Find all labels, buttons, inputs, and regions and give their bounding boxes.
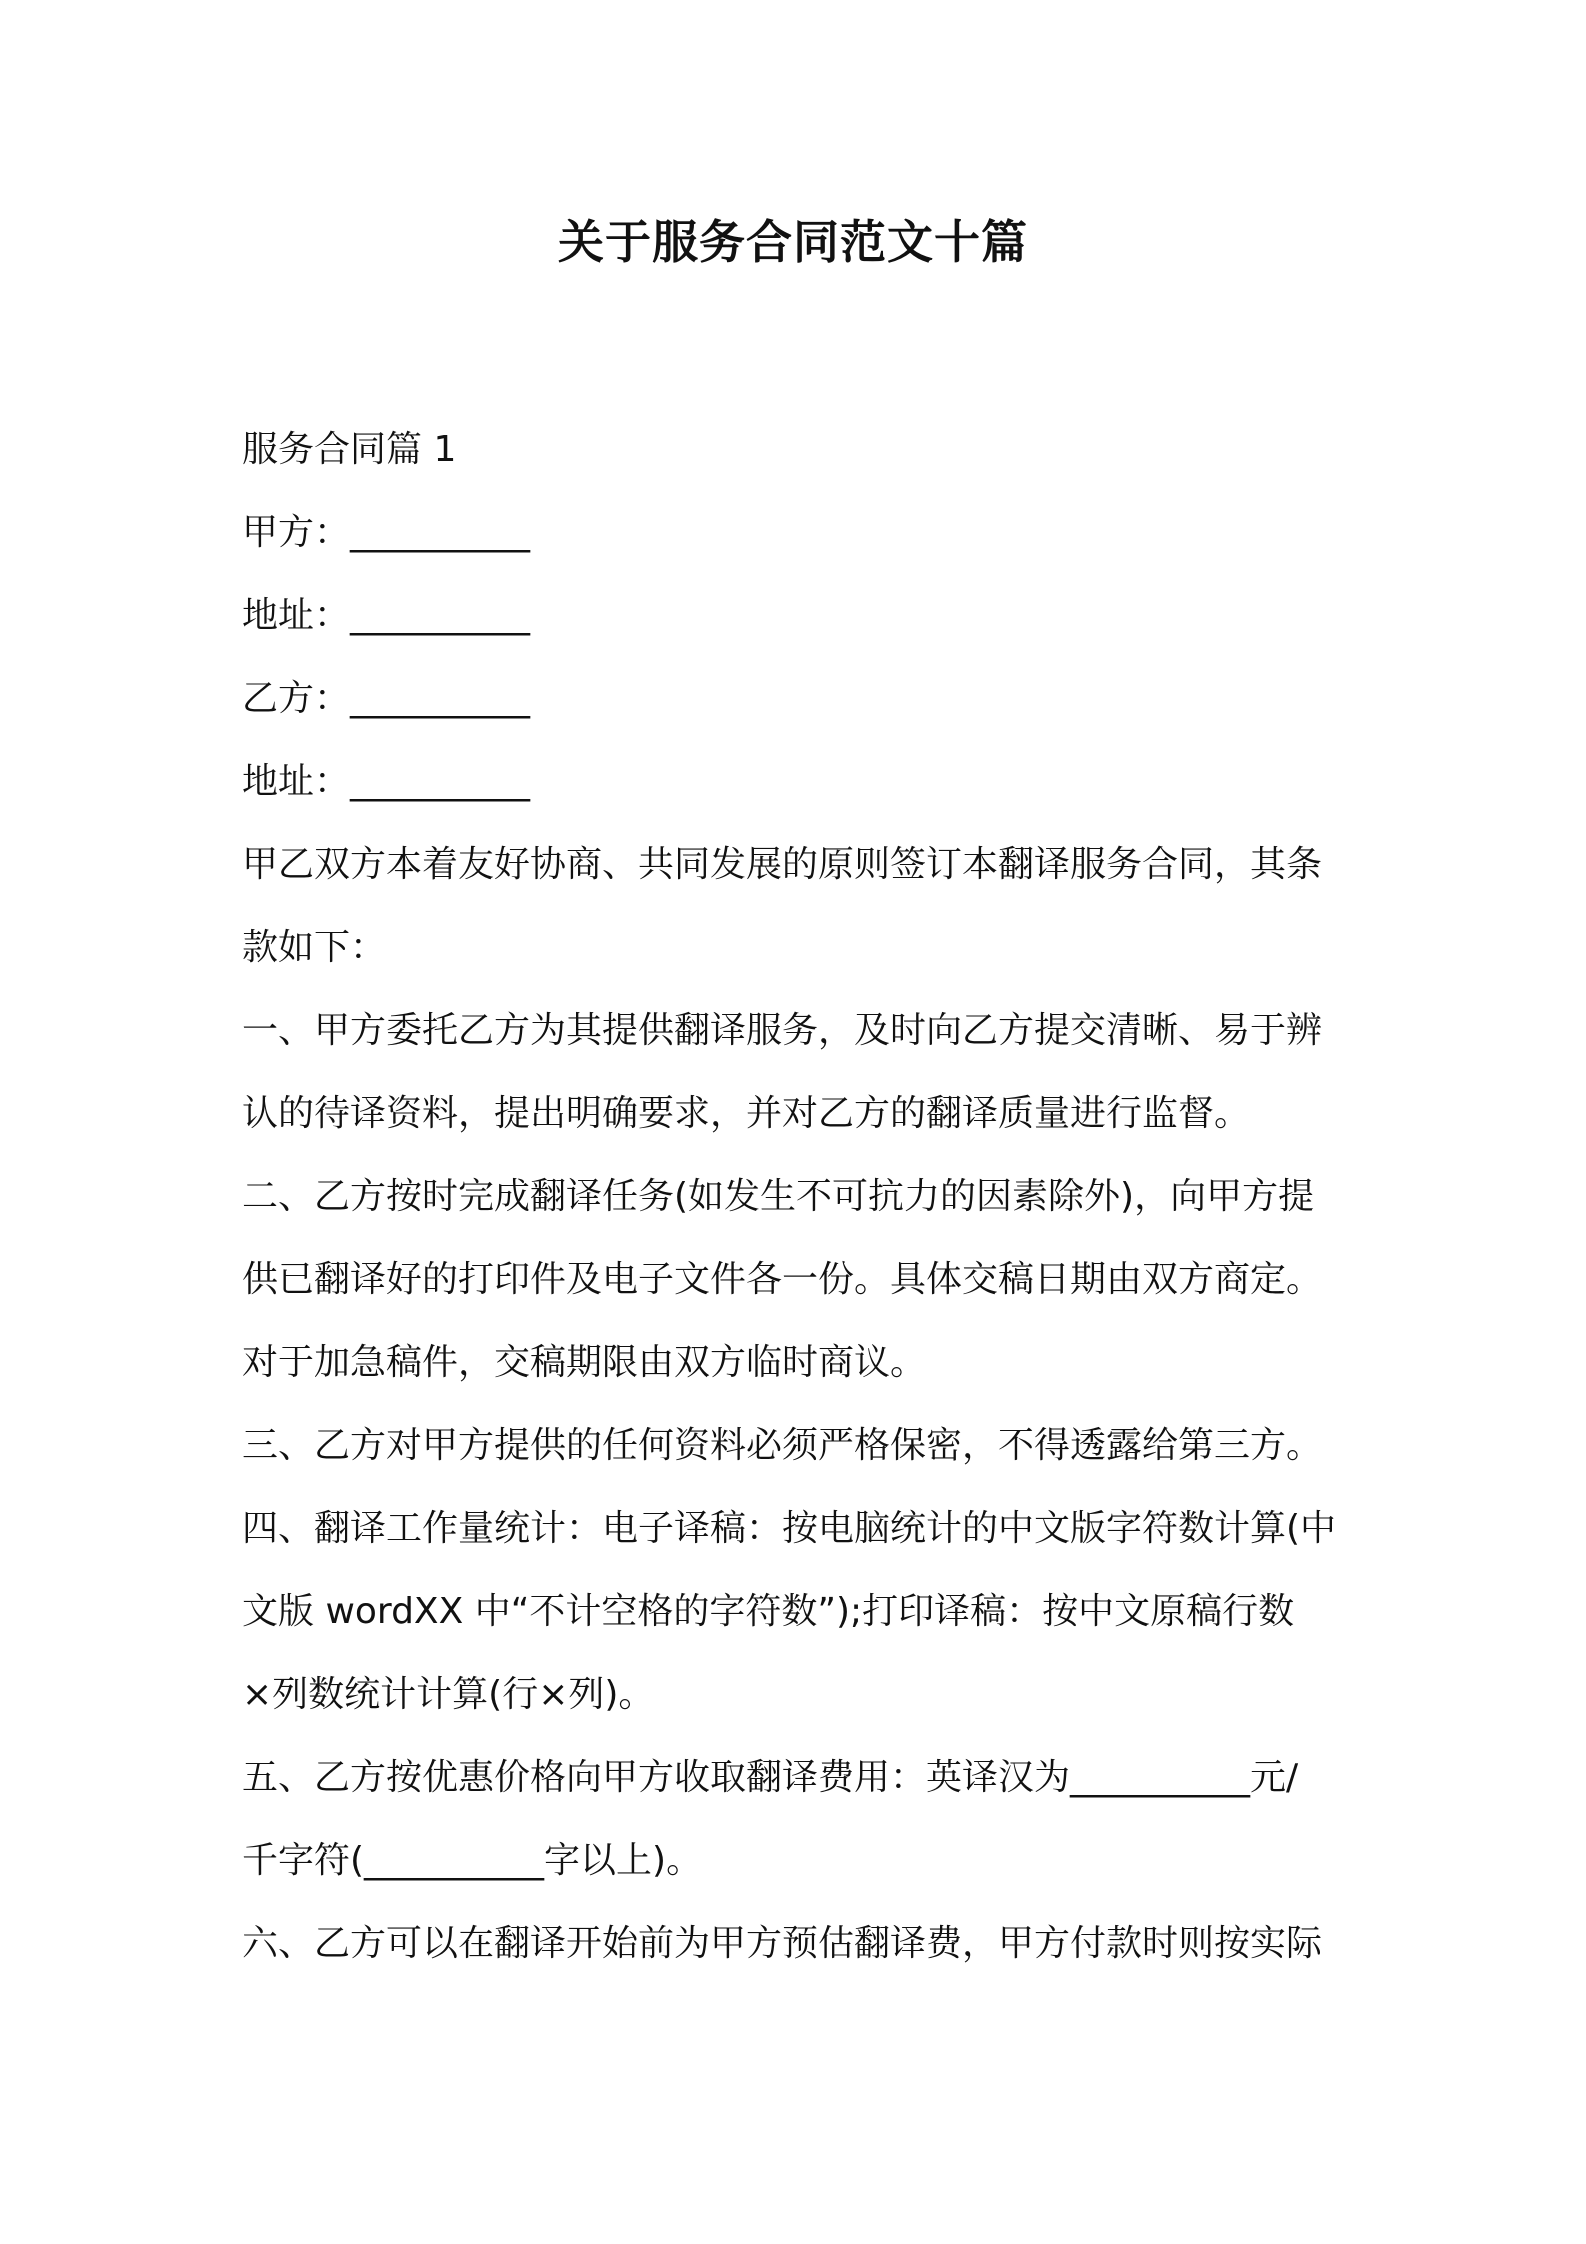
document-body: [242, 408, 1362, 1985]
section-heading: 服务合同篇 1: [242, 429, 457, 470]
clause-5-line: 五、乙方按优惠价格向甲方收取翻译费用：英译汉为__________元/: [242, 1757, 1299, 1798]
clause-5-line: 千字符(__________字以上)。: [242, 1840, 703, 1881]
clause-1-line: 一、甲方委托乙方为其提供翻译服务，及时向乙方提交清晰、易于辨: [242, 1010, 1323, 1051]
party-a-address-field: 地址：__________: [242, 595, 531, 636]
party-a-field: 甲方：__________: [242, 512, 531, 553]
clause-6-line: 六、乙方可以在翻译开始前为甲方预估翻译费，甲方付款时则按实际: [242, 1923, 1323, 1964]
clause-4-line: 四、翻译工作量统计：电子译稿：按电脑统计的中文版字符数计算(中: [242, 1508, 1337, 1549]
paragraph-line: 款如下：: [242, 927, 387, 968]
party-b-field: 乙方：__________: [242, 678, 531, 719]
clause-1-line: 认的待译资料，提出明确要求，并对乙方的翻译质量进行监督。: [242, 1093, 1251, 1134]
clause-3-line: 三、乙方对甲方提供的任何资料必须严格保密，不得透露给第三方。: [242, 1425, 1323, 1466]
clause-4-line: ×列数统计计算(行×列)。: [242, 1674, 655, 1715]
party-b-address-field: 地址：__________: [242, 761, 531, 802]
document-title: 关于服务合同范文十篇: [558, 215, 1028, 269]
clause-4-line: 文版 wordXX 中“不计空格的字符数”);打印译稿：按中文原稿行数: [242, 1591, 1295, 1632]
clause-2-line: 对于加急稿件，交稿期限由双方临时商议。: [242, 1342, 927, 1383]
clause-2-line: 二、乙方按时完成翻译任务(如发生不可抗力的因素除外)，向甲方提: [242, 1176, 1315, 1217]
clause-2-line: 供已翻译好的打印件及电子文件各一份。具体交稿日期由双方商定。: [242, 1259, 1323, 1300]
paragraph-line: 甲乙双方本着友好协商、共同发展的原则签订本翻译服务合同，其条: [242, 844, 1323, 885]
